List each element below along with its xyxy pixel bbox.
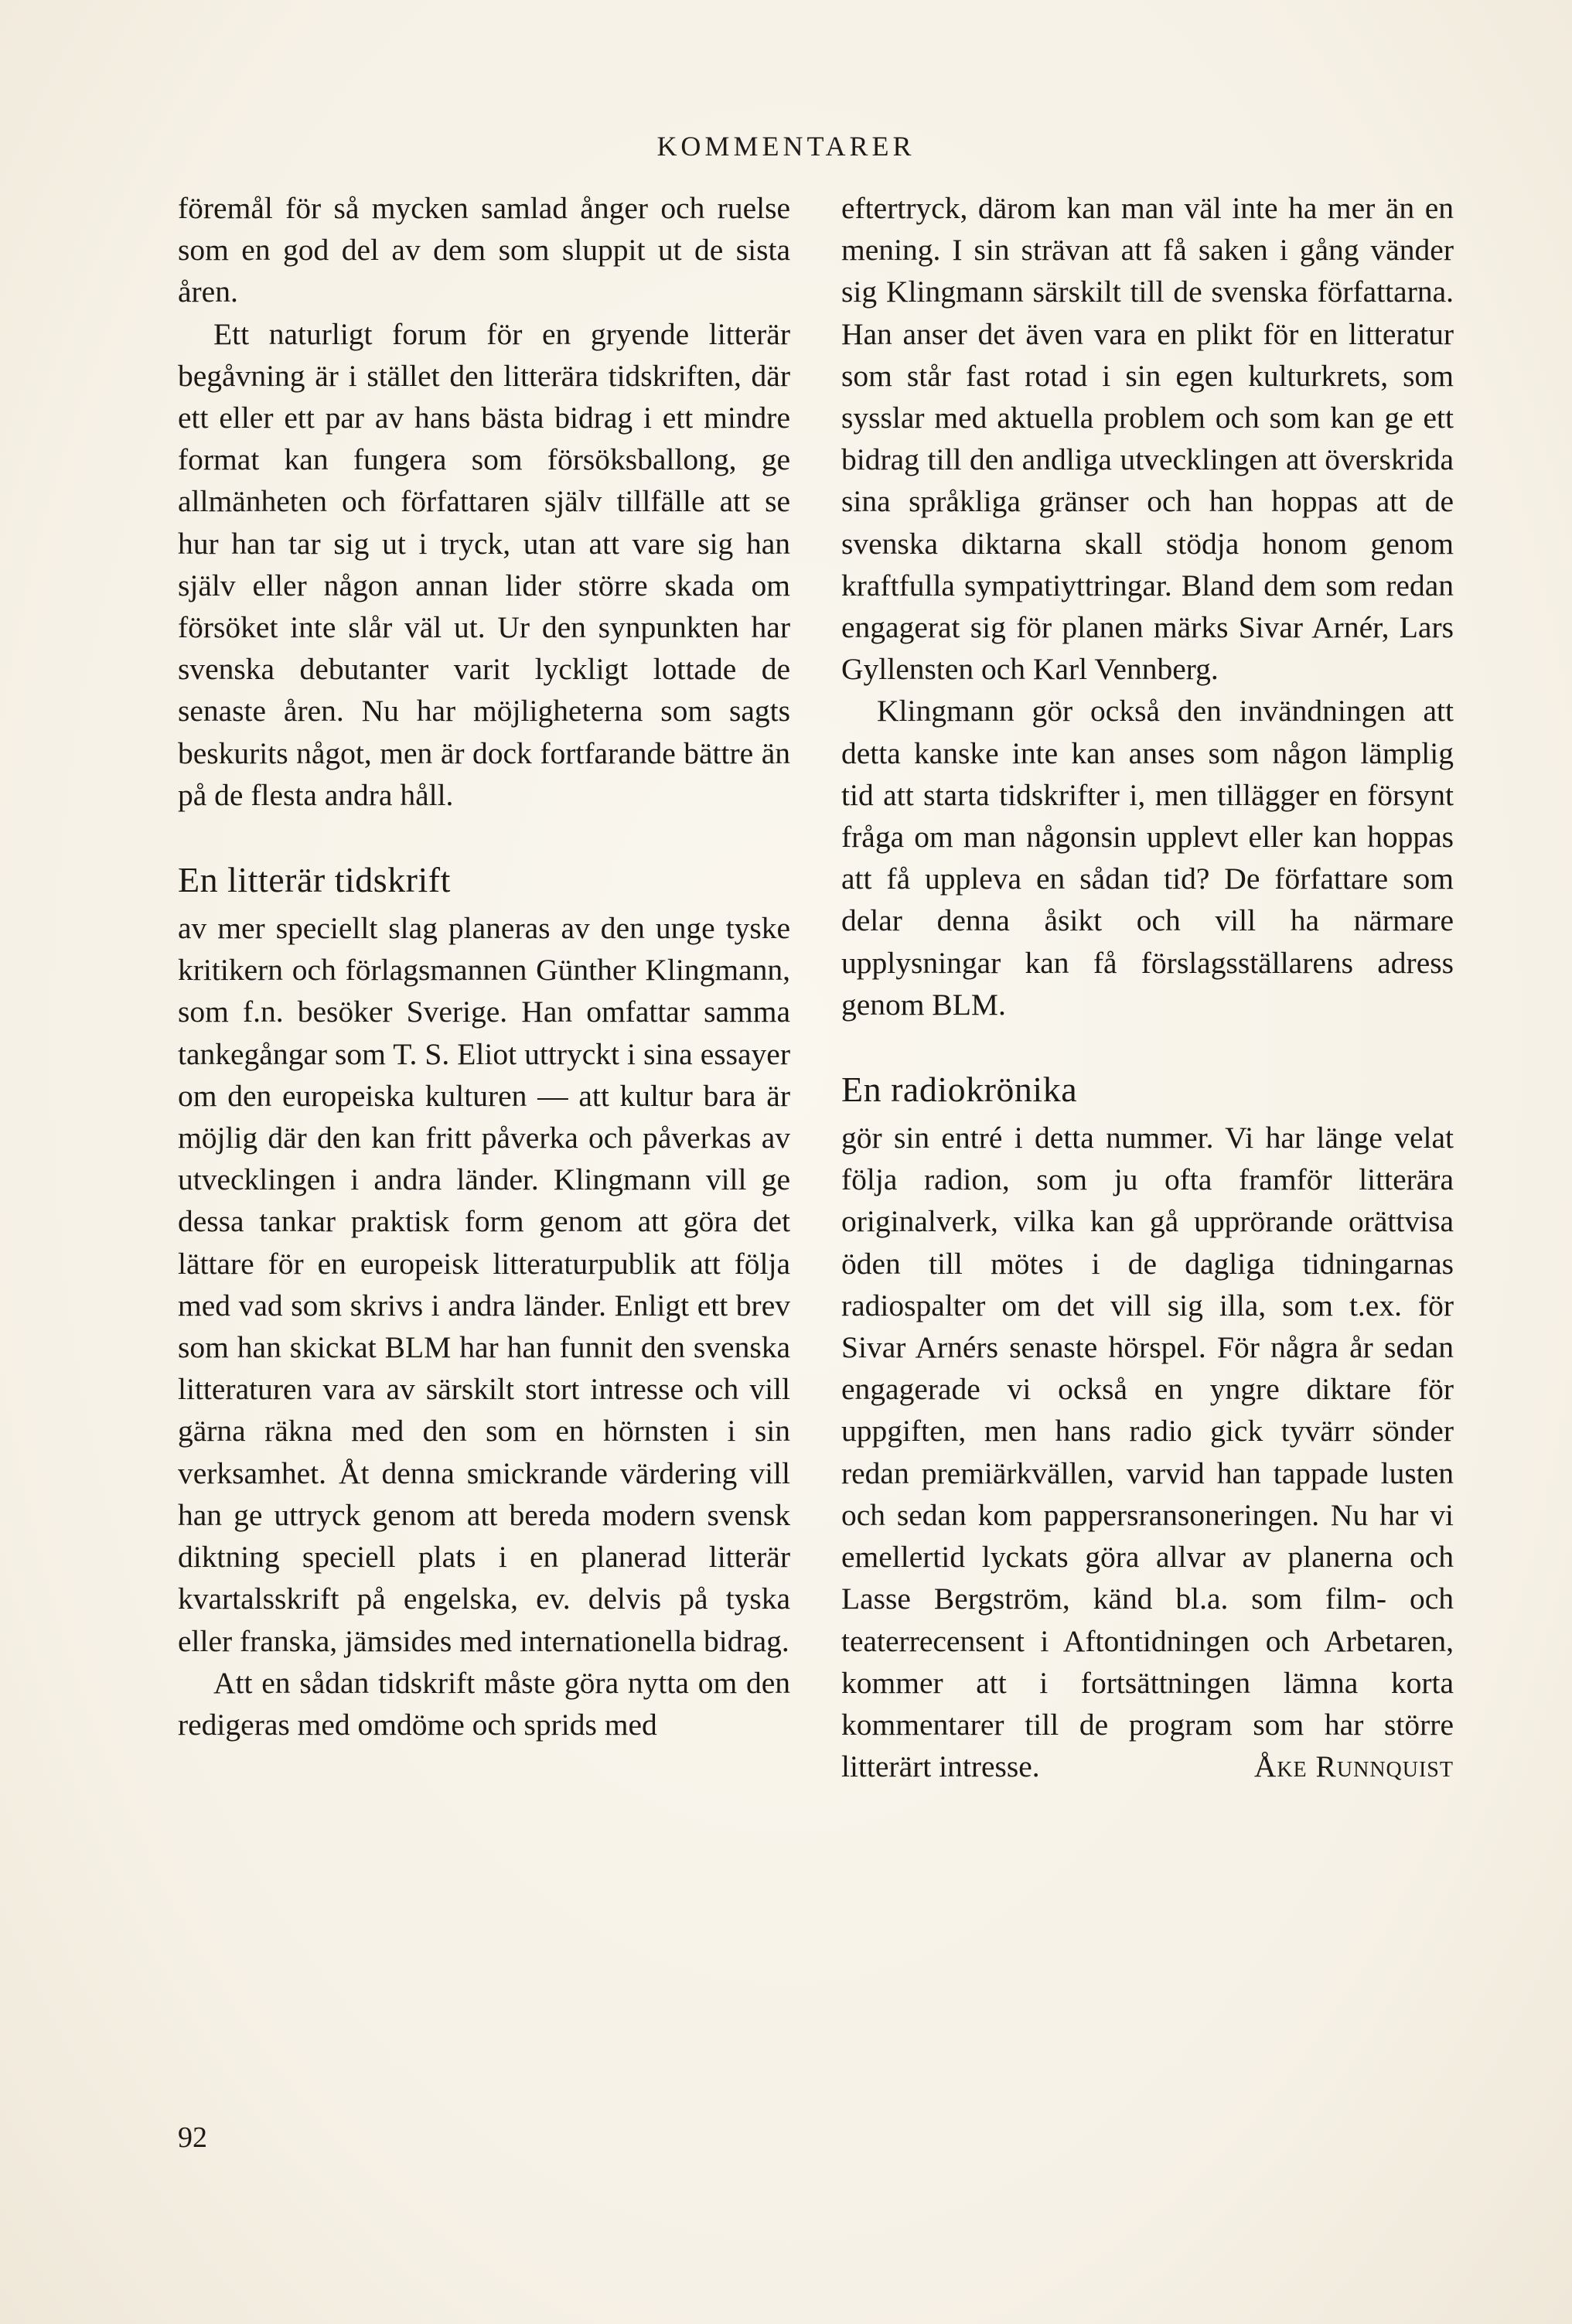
right-paragraph-3 bbox=[841, 1117, 1454, 1787]
left-paragraph-3: av mer speciellt slag planeras av den unge tyske kritikern och förlagsmannen Günther Klingmann, som f.n. besöker Sverige. Han omfattar samma tankegångar som T. S. Eliot uttryckt i sina essayer om den europeiska kulturen — att kultur bara är möjlig där den kan fritt påverka och påverkas av utvecklingen i andra länder. Klingmann vill ge dessa tankar praktisk form genom att göra det lättare för en europeisk litteraturpublik att följa med vad som skrivs i andra länder. Enligt ett brev som han skickat BLM har han funnit den svenska litteraturen vara av särskilt stort intresse och vill gärna räkna med den som en hörnsten i sin verksamhet. Åt denna smickrande värdering vill han ge uttryck genom att bereda modern svensk diktning speciell plats i en planerad litterär kvartalsskrift på engelska, ev. delvis på tyska eller franska, jämsides med internationella bidrag. bbox=[178, 911, 790, 1658]
page-number: 92 bbox=[178, 2121, 207, 2154]
author-signature: Åke Runnquist bbox=[1253, 1749, 1454, 1784]
left-paragraph-4: Att en sådan tidskrift måste göra nytta om den redigeras med omdöme och sprids med bbox=[178, 1665, 790, 1742]
running-head: KOMMENTARER bbox=[656, 131, 916, 162]
right-column bbox=[841, 187, 1454, 1787]
right-paragraph-1: eftertryck, därom kan man väl inte ha mer än en mening. I sin strävan att få saken i gång vänder sig Klingmann särskilt till de svenska författarna. Han anser det även vara en plikt för en litteratur som står fast rotad i sin egen kulturkrets, som sysslar med aktuella problem och som kan ge ett bidrag till den andliga utvecklingen att överskrida sina språkliga gränser och han hoppas att de svenska diktarna skall stödja honom genom kraftfulla sympatiyttringar. Bland dem som redan engagerat sig för planen märks Sivar Arnér, Lars Gyllensten och Karl Vennberg. bbox=[841, 191, 1454, 687]
left-paragraph-2: Ett naturligt forum för en gryende litterär begåvning är i stället den litterära tidskriften, där ett eller ett par av hans bästa bidrag i ett mindre format kan fungera som försöksballong, ge allmänheten och författaren själv tillfälle att se hur han tar sig ut i tryck, utan att vare sig han själv eller någon annan lider större skada om försöket inte slår väl ut. Ur den synpunkten har svenska debutanter varit lyckligt lottade de senaste åren. Nu har möjligheterna som sagts beskurits något, men är dock fortfarande bättre än på de flesta andra håll. bbox=[178, 316, 790, 812]
left-column bbox=[178, 187, 790, 1746]
section-heading-litterar-tidskrift: En litterär tidskrift bbox=[178, 860, 451, 900]
right-paragraph-3-text: gör sin entré i detta nummer. Vi har länge velat följa radion, som ju ofta framför litterära originalverk, vilka kan gå upprörande orättvisa öden till mötes i de dagliga tidningarnas radiospalter om det vill sig illa, som t.ex. för Sivar Arnérs senaste hörspel. För några år sedan engagerade vi också en yngre diktare för uppgiften, men hans radio gick tyvärr sönder redan premiärkvällen, varvid han tappade lusten och sedan kom pappersransoneringen. Nu har vi emellertid lyckats göra allvar av planerna och Lasse Bergström, känd bl.a. som film- och teaterrecensent i Aftontidningen och Arbetaren, kommer att i fortsättningen lämna korta kommentarer till de program som har större litterärt intresse. bbox=[841, 1121, 1454, 1784]
left-paragraph-1: föremål för så mycken samlad ånger och ruelse som en god del av dem som sluppit ut de sista åren. bbox=[178, 191, 790, 309]
right-paragraph-2: Klingmann gör också den invändningen att detta kanske inte kan anses som någon lämplig tid att starta tidskrifter i, men tillägger en försynt fråga om man någonsin upplevt eller kan hoppas att få uppleva en sådan tid? De författare som delar denna åsikt och vill ha närmare upplysningar kan få förslagsställarens adress genom BLM. bbox=[841, 694, 1454, 1022]
section-heading-radiokronika: En radiokrönika bbox=[841, 1070, 1078, 1110]
